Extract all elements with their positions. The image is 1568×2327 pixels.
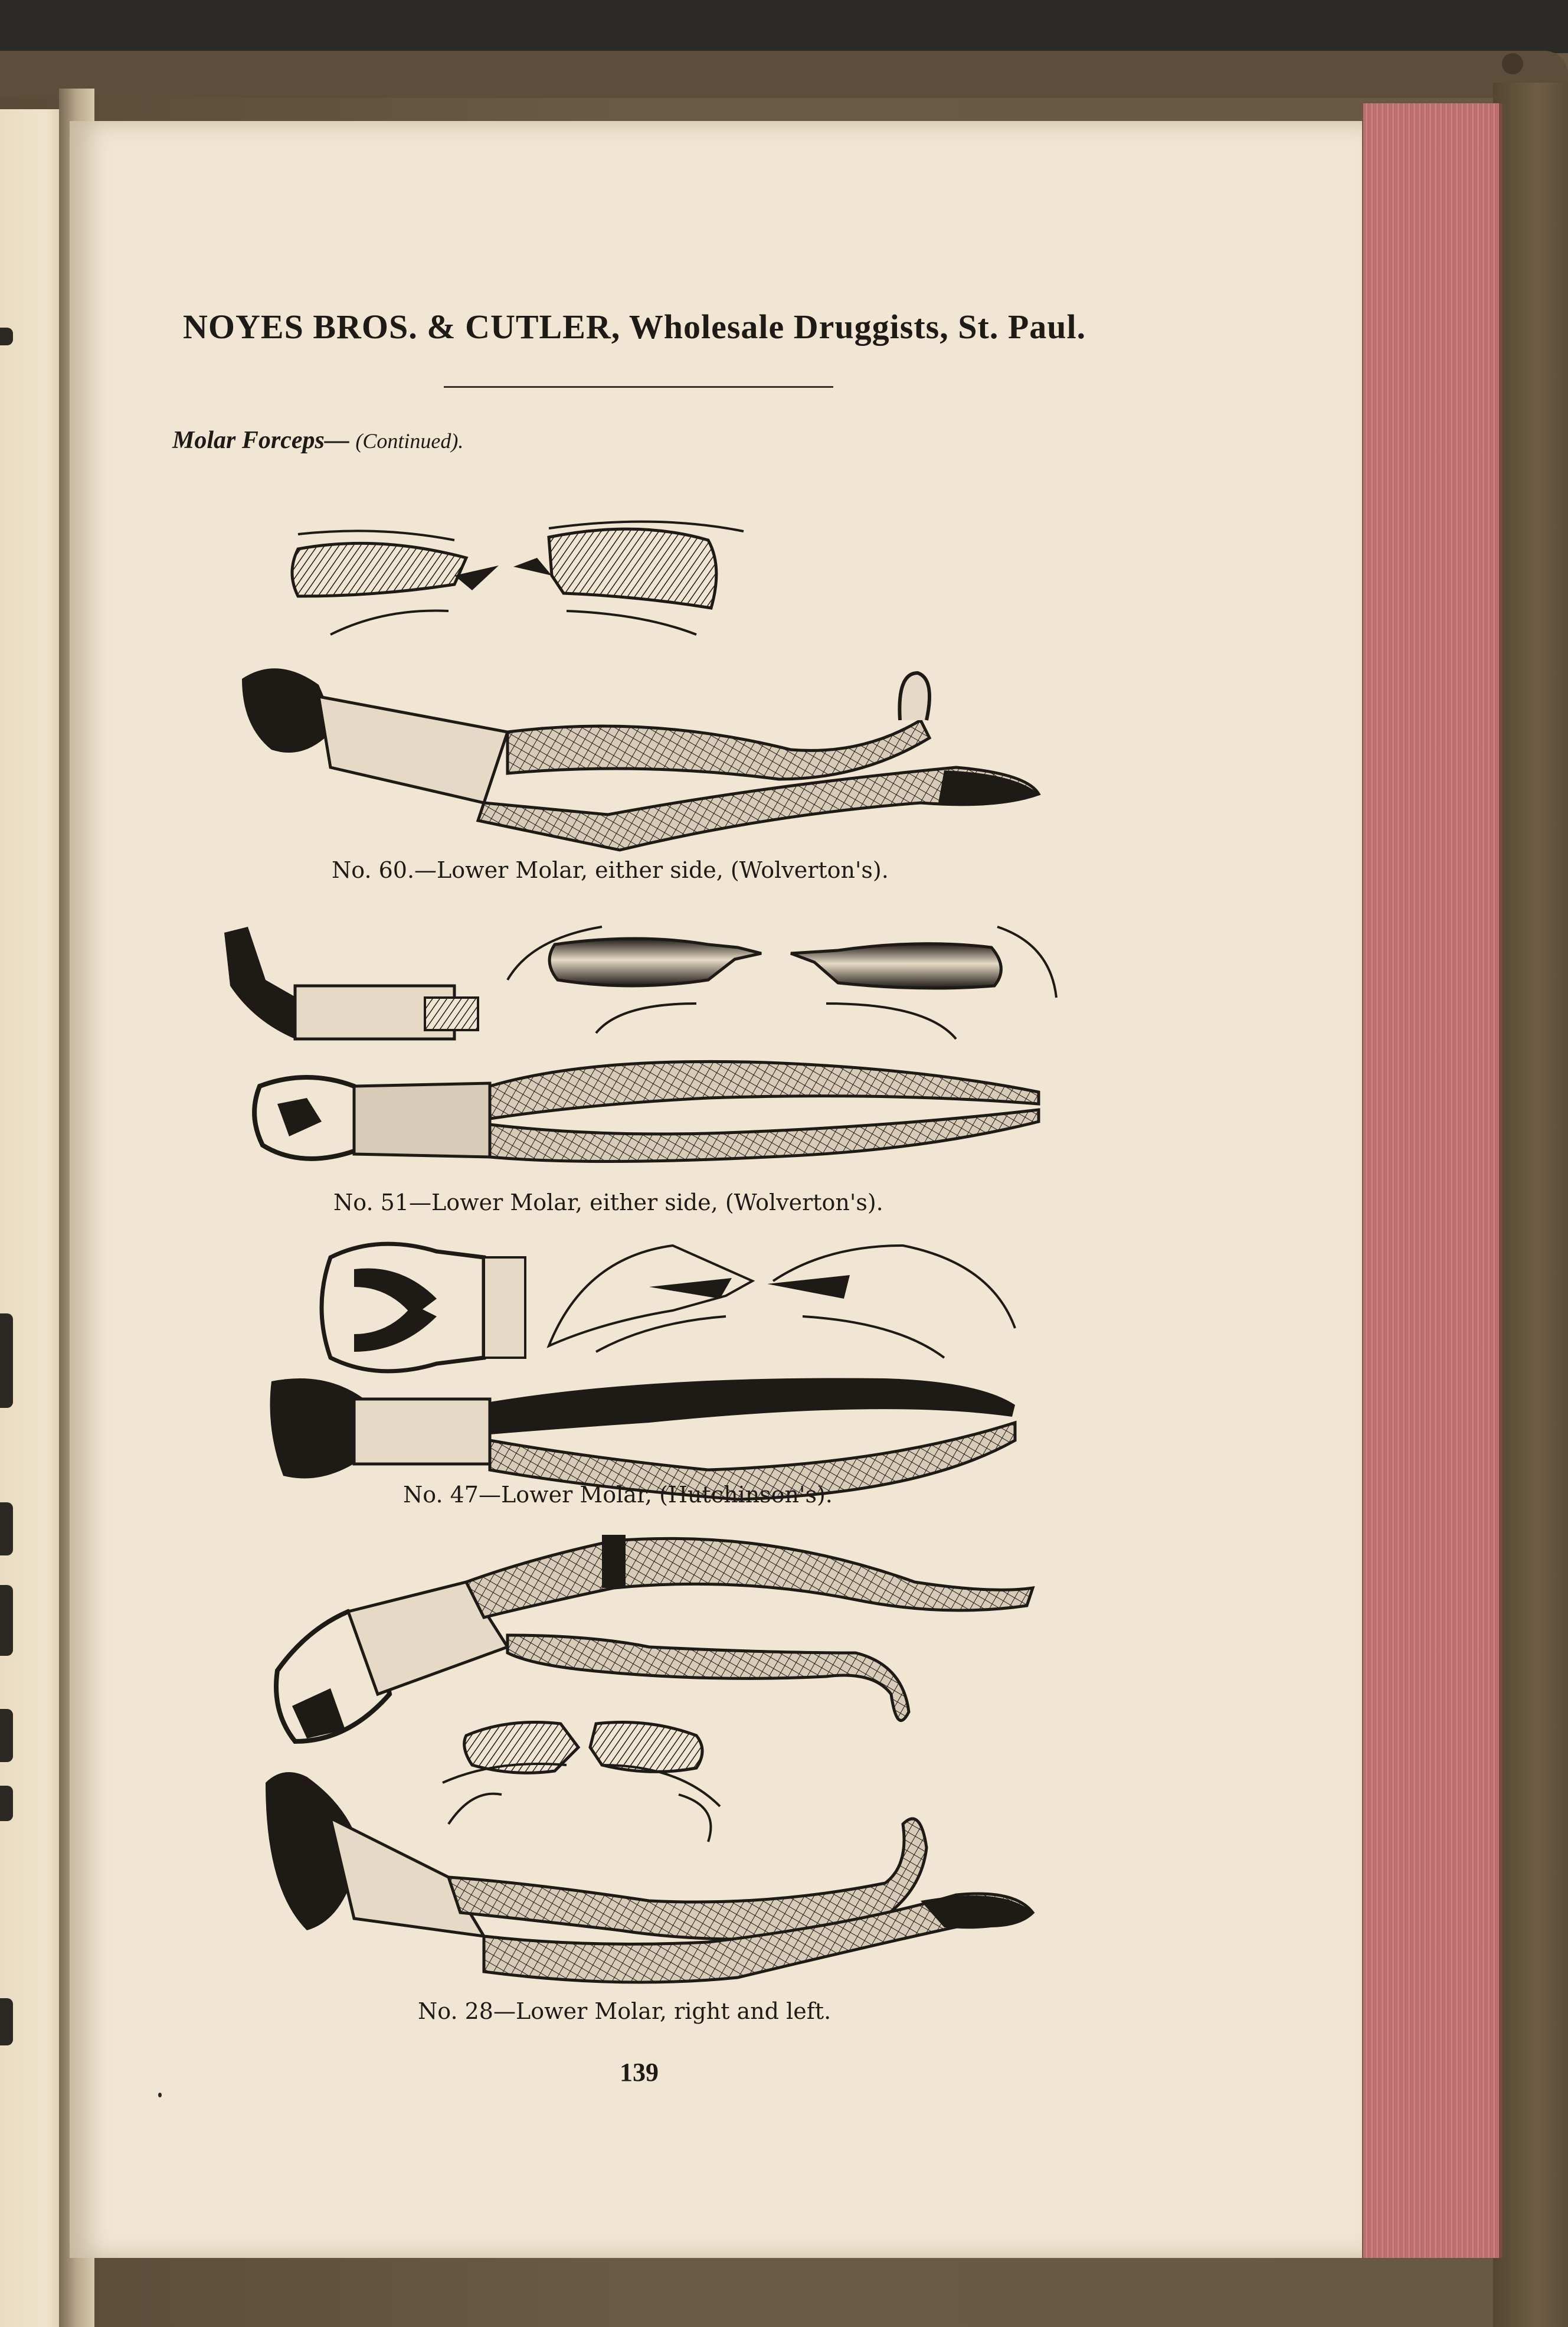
forceps-28-illustration — [266, 1535, 1033, 1982]
forceps-60 — [242, 668, 1039, 850]
forceps-47-illustration — [270, 1244, 1016, 1499]
forceps-28-left — [266, 1772, 1033, 1982]
beak-detail-51 — [224, 927, 1056, 1039]
ink-speck — [158, 2093, 162, 2097]
page-header: NOYES BROS. & CUTLER, Wholesale Druggists, St. Paul. — [183, 308, 1086, 346]
caption-no-28: No. 28—Lower Molar, right and left. — [418, 1998, 832, 2024]
forceps-51 — [254, 1061, 1039, 1161]
section-heading-main: Molar Forceps— — [172, 427, 349, 454]
section-heading-sub: (Continued). — [355, 429, 464, 453]
forceps-51-illustration — [224, 927, 1056, 1162]
caption-no-47: No. 47—Lower Molar, (Hutchinson's). — [403, 1482, 833, 1508]
caption-no-51: No. 51—Lower Molar, either side, (Wolverton's). — [333, 1189, 883, 1215]
beak-detail-47 — [322, 1244, 1015, 1371]
beak-detail-60 — [292, 522, 744, 635]
forceps-60-illustration — [242, 522, 1039, 850]
page-number: 139 — [620, 2058, 659, 2087]
forceps-28-right — [276, 1535, 1033, 1741]
caption-no-60: No. 60.—Lower Molar, either side, (Wolverton's). — [332, 857, 889, 883]
beak-detail-28 — [443, 1723, 720, 1842]
